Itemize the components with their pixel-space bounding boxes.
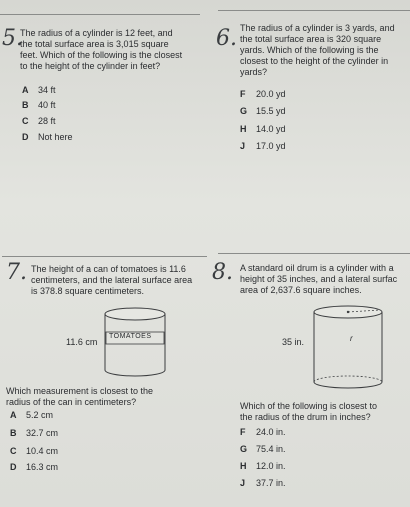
question-5-number: 5.	[2, 26, 23, 51]
q7-option-a: A 5.2 cm	[10, 410, 54, 420]
q5-option-c: C 28 ft	[22, 116, 56, 126]
divider	[218, 10, 410, 11]
q8-option-h: H 12.0 in.	[240, 461, 286, 471]
q8-option-f: F 24.0 in.	[240, 427, 286, 437]
question-7-number: 7.	[6, 260, 27, 285]
q6-option-j: J 17.0 yd	[240, 141, 286, 151]
question-8-prompt: Which of the following is closest to the radius of the drum in inches?	[240, 401, 378, 422]
q5-option-b: B 40 ft	[22, 100, 56, 110]
tomato-can-figure	[100, 304, 170, 384]
q8-option-g: G 75.4 in.	[240, 444, 286, 454]
q6-option-h: H 14.0 yd	[240, 124, 286, 134]
divider	[0, 14, 200, 15]
q7-option-c: C 10.4 cm	[10, 446, 59, 456]
question-8-number: 8.	[212, 260, 233, 285]
q7-option-d: D 16.3 cm	[10, 462, 59, 472]
can-height-label: 11.6 cm	[66, 337, 98, 347]
divider	[218, 253, 410, 254]
question-7-prompt: Which measurement is closest to the radius of the can in centimeters?	[6, 386, 154, 407]
q7-option-b: B 32.7 cm	[10, 428, 59, 438]
divider	[2, 256, 207, 257]
question-6-number: 6.	[216, 26, 237, 51]
question-5-text: The radius of a cylinder is 12 feet, and the total surface area is 3,015 square feet. Which of the following is the closest to the height of the cylinder in feet?	[20, 28, 183, 71]
q5-option-d: D Not here	[22, 132, 73, 142]
q6-option-g: G 15.5 yd	[240, 106, 286, 116]
question-8-text: A standard oil drum is a cylinder with a height of 35 inches, and a lateral surfac area of 2,637.6 square inches.	[240, 263, 398, 295]
radius-label: r	[350, 334, 353, 343]
drum-height-label: 35 in.	[282, 337, 305, 347]
q6-option-f: F 20.0 yd	[240, 89, 286, 99]
question-7-text: The height of a can of tomatoes is 11.6 centimeters, and the lateral surface area is 378.8 square centimeters.	[31, 264, 193, 296]
can-label: TOMATOES	[109, 333, 152, 340]
q5-option-a: A 34 ft	[22, 85, 56, 95]
question-6-text: The radius of a cylinder is 3 yards, and the total surface area is 320 square yards. Which of the following is the closest to the height of the cylinder in yards?	[240, 23, 395, 77]
q8-option-j: J 37.7 in.	[240, 478, 286, 488]
oil-drum-figure	[308, 302, 388, 392]
